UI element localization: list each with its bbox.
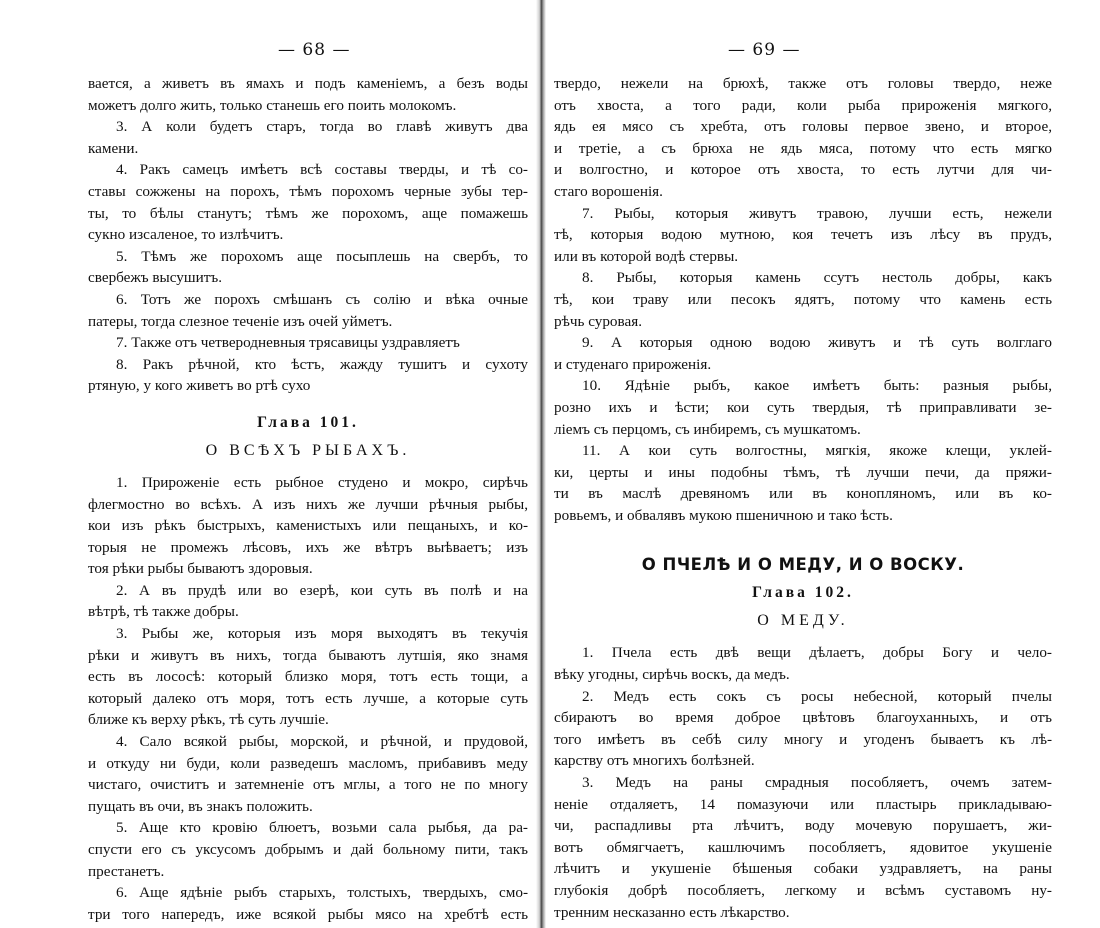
text-line: 2. Медъ есть сокъ съ росы небесной, который пчелы (582, 687, 1052, 705)
paragraph (88, 580, 528, 623)
page-number-right: — 69 — (728, 40, 801, 60)
text-line: 8. Рыбы, которыя камень ссутъ нестоль добры, какъ (582, 269, 1052, 287)
text-line: спусти его съ уксусомъ добрымъ и дай больному пити, такъ (88, 841, 528, 858)
text-line: 3. А коли будетъ старъ, тогда во главѣ живутъ два (116, 118, 528, 136)
text-line: карству отъ многихъ болѣзней. (554, 752, 755, 770)
text-line: 3. Медъ на раны смрадныя пособляетъ, очемъ затем- (582, 774, 1052, 792)
paragraph (554, 267, 1052, 332)
text-line: вѣтрѣ, тѣ также добры. (88, 603, 239, 621)
paragraph (88, 472, 528, 580)
text-line: кои изъ рѣкъ быстрыхъ, каменистыхъ или пещаныхъ, и ко- (88, 517, 528, 535)
text-line: ки, церты и ины подобны тѣмъ, тѣ лучши печи, да пряжи- (554, 463, 1052, 481)
text-line: сбираютъ во время доброе цвѣтовъ благоуханныхъ, и отъ (554, 709, 1052, 727)
text-line: 8. Ракъ рѣчной, кто ѣстъ, жажду тушитъ и сухоту (116, 355, 528, 373)
paragraph (554, 332, 1052, 375)
text-line: ядь ея мясо съ хребта, отъ головы первое звено, и второе, (554, 118, 1052, 136)
text-line: можетъ долго жить, только станешь его поить молокомъ. (88, 96, 457, 114)
text-line: тѣ, кои траву или песокъ ядятъ, потому что камень есть (554, 290, 1052, 308)
page-number-left: — 68 — (278, 40, 351, 60)
chapter-title: Глава 101. (257, 413, 359, 431)
paragraph (554, 686, 1052, 772)
text-line: 11. А кои суть волгостны, мягкія, якоже клещи, уклей- (582, 442, 1052, 460)
paragraph (88, 116, 528, 159)
text-line: 6. Аще ядѣніе рыбъ старыхъ, толстыхъ, твердыхъ, смо- (116, 884, 528, 902)
text-line: ртяную, у кого живетъ во ртѣ сухо (88, 377, 311, 395)
text-line: 5. Тѣмъ же порохомъ аще посыплешь на свербъ, то (116, 247, 528, 265)
text-line: тѣ, которыя водою мутною, коя течетъ изъ лѣсу въ прудъ, (554, 226, 1052, 244)
text-line: торыя не промежъ лѣсовъ, ихъ же вѣтръ выѣваетъ; изъ (88, 538, 528, 556)
text-line: 7. Также отъ четверодневныя трясавицы уздравляетъ (116, 334, 460, 352)
text-line: отъ хвоста, а того ради, коли рыба прироженія мягкого, (554, 96, 1052, 114)
text-line: который далеко отъ моря, тотъ есть лучше, а которые суть (88, 689, 528, 707)
text-line: 9. А которыя одною водою живутъ и тѣ суть волглаго (582, 334, 1052, 352)
text-line: твердо, нежели на брюхѣ, также отъ головы твердо, неже (554, 75, 1052, 92)
text-line: патеры, тогда слезное теченіе изъ очей уйметъ. (88, 312, 393, 330)
text-line: и откуду ни буди, коли разведешъ масломъ, прибавивъ меду (88, 754, 528, 772)
text-line: пущать въ очи, въ знакъ положить. (88, 797, 313, 815)
paragraph (88, 159, 528, 245)
text-line: чи, распадливы рта лѣчитъ, воду мочевую порушаетъ, жи- (554, 817, 1052, 835)
paragraph (88, 246, 528, 289)
text-line: тренним несказанно есть лѣкарство. (554, 903, 790, 921)
text-line: 5. Аще кто кровію блюетъ, возьми сала рыбья, да ра- (116, 819, 528, 837)
text-line: престанетъ. (88, 862, 165, 880)
text-line: 4. Сало всякой рыбы, морской, и рѣчной, и прудовой, (116, 733, 528, 751)
text-line: есть въ лососѣ: который близко моря, тотъ есть тощи, а (88, 668, 528, 686)
paragraph (88, 731, 528, 817)
text-line: неніе отдаляетъ, 14 помазуючи или пластырь прикладываю- (554, 795, 1052, 813)
text-line: ближе къ верху рѣкъ, тѣ суть лучшіе. (88, 711, 329, 729)
text-line: камени. (88, 139, 139, 157)
text-line: ровьемъ, и обвалявъ мукою пшеничною и тако ѣсть. (554, 506, 893, 524)
text-line: свербежъ высушитъ. (88, 269, 222, 287)
text-line: 1. Прироженіе есть рыбное студено и мокро, сирѣчь (116, 473, 528, 491)
paragraph (88, 354, 528, 397)
text-line: или въ которой водѣ стервы. (554, 247, 739, 265)
text-line: ти въ маслѣ древяномъ или въ конопляномъ, или въ ко- (554, 485, 1052, 503)
text-line: чистаго, очиститъ и затемненіе отъ мглы, а того не по многу (88, 776, 528, 794)
right-page (546, 0, 1100, 928)
text-line: 2. А въ прудѣ или во езерѣ, кои суть въ полѣ и на (116, 581, 528, 599)
left-page (0, 0, 536, 928)
paragraph (88, 332, 528, 354)
text-line: 1. Пчела есть двѣ вещи дѣлаетъ, добры Богу и чело- (582, 644, 1052, 662)
text-line: три того напередъ, иже всякой рыбы мясо на хребтѣ есть (88, 905, 528, 923)
text-line: вотъ обмягчаетъ, кашлючимъ пособляетъ, ядовитое укушеніе (554, 838, 1052, 856)
paragraph (88, 289, 528, 332)
text-line: рѣчь суровая. (554, 312, 643, 330)
text-line: и студенаго прироженія. (554, 355, 712, 373)
paragraph (554, 203, 1052, 268)
text-line: глубокія добрѣ пособляетъ, легкому и всѣмъ суставомъ ну- (554, 882, 1052, 899)
text-line: ставы сожжены на порохъ, тѣмъ порохомъ черные зубы тер- (88, 182, 528, 200)
text-line: сукно изсаленое, то излѣчитъ. (88, 226, 284, 244)
text-line: флегмостно во всѣхъ. А изъ нихъ же лучши рѣчныя рыбы, (88, 495, 528, 513)
text-line: 6. Тотъ же порохъ смѣшанъ съ солію и вѣка очные (116, 290, 528, 308)
subsection-title: О МЕДУ. (757, 612, 849, 630)
text-line: того имѣетъ въ себѣ силу многу и угоденъ бываетъ къ лѣ- (554, 730, 1052, 748)
text-line: ліемъ съ перцомъ, съ инбиремъ, съ мушкатомъ. (554, 420, 861, 438)
right-page-body (554, 73, 1052, 923)
chapter-title: Глава 102. (752, 584, 854, 602)
text-line: 10. Ядѣніе рыбъ, какое имѣетъ быть: разныя рыбы, (582, 377, 1052, 395)
text-line: вается, а живетъ въ ямахъ и подъ каменіемъ, а безъ воды (88, 75, 528, 92)
text-line: лѣчитъ и укушеніе бѣшеныя собаки уздравляетъ, на раны (554, 860, 1052, 878)
text-line: вѣку угодны, сирѣчь воскъ, да медъ. (554, 666, 790, 684)
paragraph (554, 772, 1052, 923)
text-line: ты, то бѣлы станутъ; тѣмъ же порохомъ, аще помажешь (88, 204, 528, 222)
text-line: розно ихъ и ѣсти; кои суть твердыя, тѣ приправливати зе- (554, 398, 1052, 416)
text-line: 7. Рыбы, которыя живутъ травою, лучши есть, нежели (582, 204, 1052, 222)
paragraph (554, 375, 1052, 440)
paragraph (88, 882, 528, 925)
left-page-body (88, 73, 528, 925)
section-title: О ВСѢХЪ РЫБАХЪ. (205, 441, 411, 459)
text-line: 3. Рыбы же, которыя изъ моря выходятъ въ текучія (116, 625, 528, 643)
paragraph (554, 73, 1052, 203)
text-line: и третіе, а съ брюха не ядь мяса, потому что есть мягко (554, 139, 1052, 157)
text-line: стаго ворошенія. (554, 182, 663, 200)
text-line: тоя рѣки рыбы бываютъ здоровыя. (88, 560, 313, 578)
paragraph (88, 73, 528, 116)
book-gutter (536, 0, 546, 928)
text-line: и волгостно, и которое отъ хвоста, то есть лутчи для чи- (554, 161, 1052, 179)
text-line: рѣки и живутъ въ нихъ, тогда бываютъ лутшія, яко знамя (88, 646, 528, 664)
text-line: 4. Ракъ самецъ имѣетъ всѣ составы тверды, и тѣ со- (116, 161, 528, 179)
section-title: О ПЧЕЛѢ И О МЕДУ, И О ВОСКУ. (641, 555, 965, 575)
paragraph (554, 642, 1052, 685)
paragraph (88, 623, 528, 731)
paragraph (88, 817, 528, 882)
paragraph (554, 440, 1052, 526)
